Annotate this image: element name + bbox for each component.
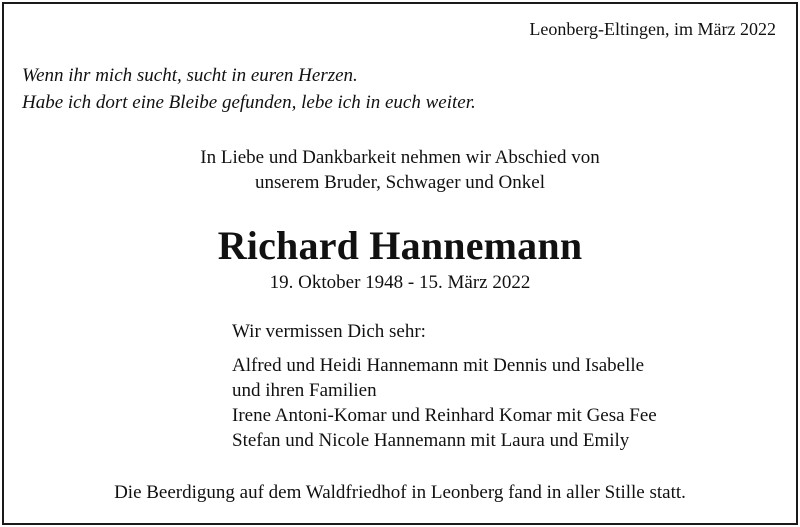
life-dates: 19. Oktober 1948 - 15. März 2022	[269, 272, 531, 293]
funeral-note: Die Beerdigung auf dem Waldfriedhof in Leonberg fand in aller Stille statt.	[114, 482, 686, 503]
deceased-name: Richard Hannemann	[217, 223, 583, 268]
mourner-line: Stefan und Nicole Hannemann mit Laura und Emily	[232, 430, 630, 451]
mourner-line: Alfred und Heidi Hannemann mit Dennis und Isabelle	[232, 355, 645, 376]
mourner-line: und ihren Familien	[232, 380, 377, 401]
quote-line-2: Habe ich dort eine Bleibe gefunden, lebe ich in euch weiter.	[22, 92, 476, 113]
mourner-line: Irene Antoni-Komar und Reinhard Komar mit Gesa Fee	[232, 405, 657, 426]
intro-line-2: unserem Bruder, Schwager und Onkel	[255, 172, 545, 193]
intro-line-1: In Liebe und Dankbarkeit nehmen wir Abschied von	[200, 147, 600, 168]
mourners-heading: Wir vermissen Dich sehr:	[232, 321, 426, 342]
quote-line-1: Wenn ihr mich sucht, sucht in euren Herzen.	[22, 65, 358, 86]
place-date: Leonberg-Eltingen, im März 2022	[529, 19, 776, 39]
